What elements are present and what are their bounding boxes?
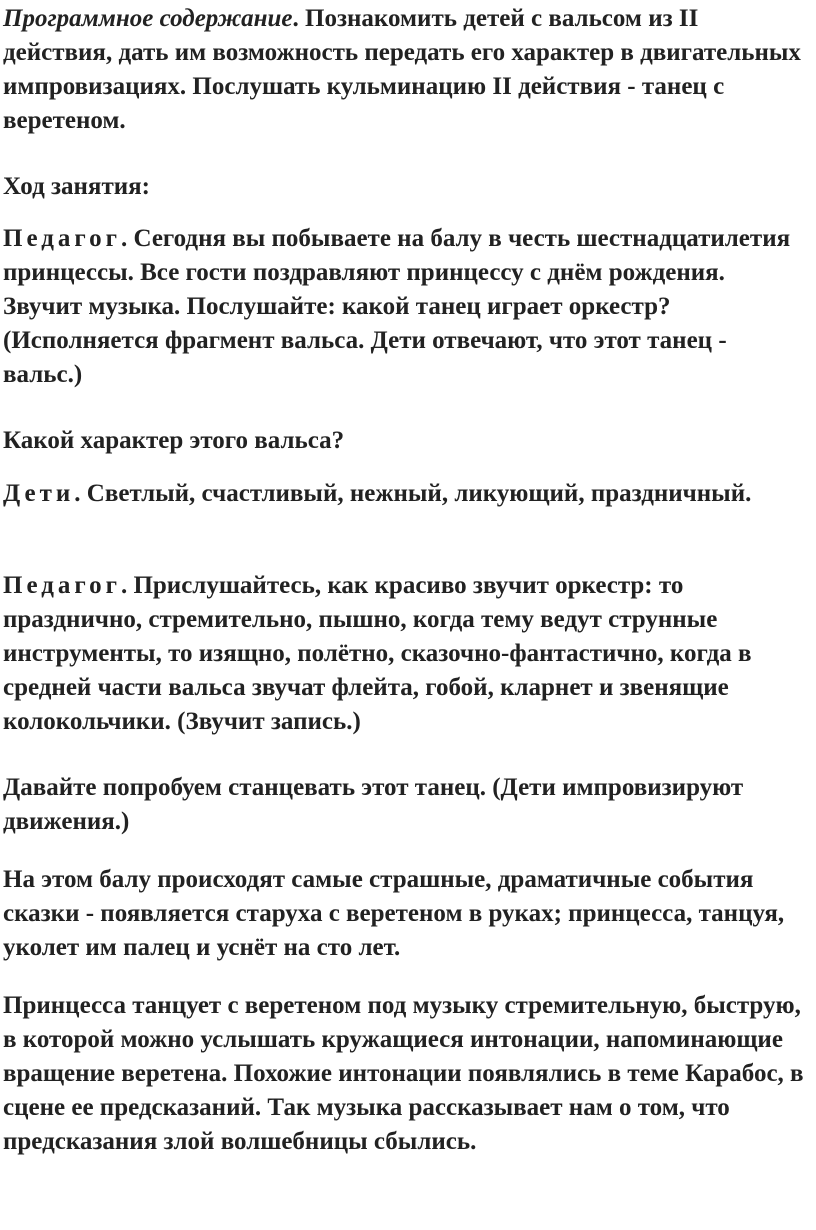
paragraph-children (3, 477, 808, 511)
teacher-speaker-label: Педагог (3, 225, 121, 252)
teacher-2-text: . Прислушайтесь, как красиво звучит оркестр: то празднично, стремительно, пышно, когда тему ведут струнные инструменты, то изящно, полётно, сказочно-фантастично, когда в средней части вальса звучат флейта, гобой, кларнет и звенящие колокольчики. (Звучит запись.) (3, 572, 752, 735)
paragraph-teacher-1 (3, 222, 808, 392)
paragraph-dance-attempt: Давайте попробуем станцевать этот танец. (Дети импровизируют движения.) (3, 774, 744, 835)
paragraph-spindle-dance: Принцесса танцует с веретеном под музыку стремительную, быструю, в которой можно услышать кружащиеся интонации, напоминающие вращение веретена. Похожие интонации появлялись в теме Карабос, в сцене ее предсказаний. Так музыка рассказывает нам о том, что предсказания злой волшебницы сбылись. (3, 992, 804, 1155)
paragraph-program-content (3, 2, 808, 138)
paragraph-question: Какой характер этого вальса? (3, 427, 345, 454)
paragraph-teacher-2 (3, 569, 808, 739)
paragraph-ball-events: На этом балу происходят самые страшные, драматичные события сказки - появляется старуха с веретеном в руках; принцесса, танцуя, уколет им палец и уснёт на сто лет. (3, 866, 785, 961)
teacher-speaker-label: Педагог (3, 572, 121, 599)
children-speaker-label: Дети (3, 480, 75, 507)
program-content-text: . Познакомить детей с вальсом из II действия, дать им возможность передать его характер в двигательных импровизациях. Послушать кульминацию II действия - танец с веретеном. (3, 5, 801, 134)
children-text: . Светлый, счастливый, нежный, ликующий, праздничный. (74, 480, 752, 507)
teacher-1-text: . Сегодня вы побываете на балу в честь шестнадцатилетия принцессы. Все гости поздравляют принцессу с днём рождения. Звучит музыка. Послушайте: какой танец играет оркестр? (Исполняется фрагмент вальса. Дети отвечают, что этот танец - вальс.) (3, 225, 791, 388)
lesson-progress-heading: Ход занятия: (3, 173, 150, 200)
program-content-label: Программное содержание (3, 5, 293, 32)
